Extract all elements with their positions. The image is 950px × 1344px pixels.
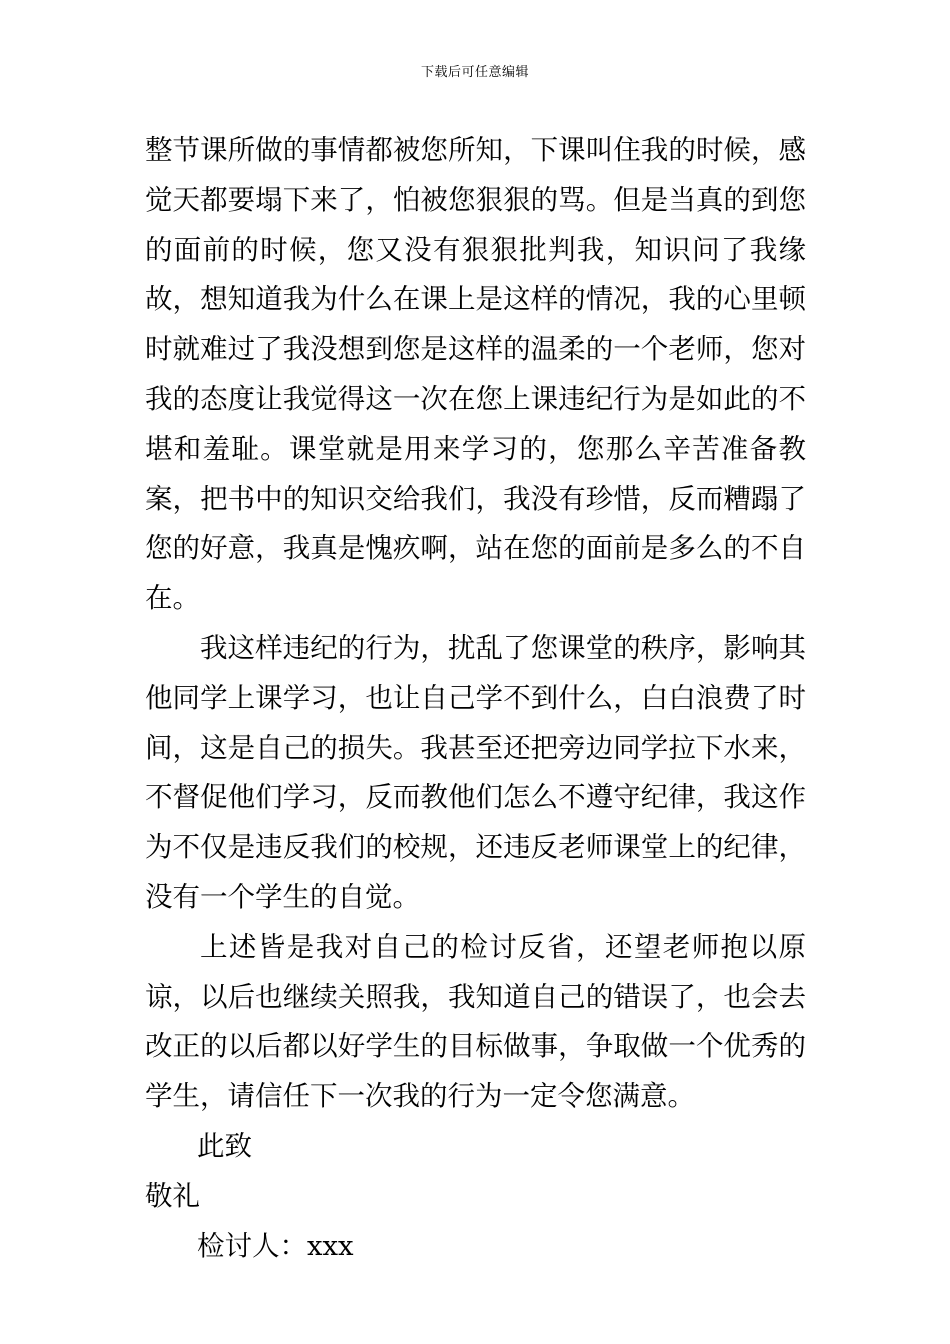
paragraph-2: 我这样违纪的行为，扰乱了您课堂的秩序，影响其他同学上课学习，也让自己学不到什么，白白浪费了时间，这是自己的损失。我甚至还把旁边同学拉下水来，不督促他们学习，反而教他们怎么不遵守纪律，我这作为不仅是违反我们的校规，还违反老师课堂上的纪律，没有一个学生的自觉。: [145, 631, 806, 913]
paragraph-1: 整节课所做的事情都被您所知，下课叫住我的时候，感觉天都要塌下来了，怕被您狠狠的骂。但是当真的到您的面前的时候，您又没有狠狠批判我，知识问了我缘故，想知道我为什么在课上是这样的情况，我的心里顿时就难过了我没想到您是这样的温柔的一个老师，您对我的态度让我觉得这一次在您上课违纪行为是如此的不堪和羞耻。课堂就是用来学习的，您那么辛苦准备教案，把书中的知识交给我们，我没有珍惜，反而糟蹋了您的好意，我真是愧疚啊，站在您的面前是多么的不自在。: [145, 134, 806, 615]
salutation: 敬礼: [145, 1179, 200, 1212]
paragraph-3: 上述皆是我对自己的检讨反省，还望老师抱以原谅，以后也继续关照我，我知道自己的错误了，也会去改正的以后都以好学生的目标做事，争取做一个优秀的学生，请信任下一次我的行为一定令您满意。: [145, 930, 806, 1113]
signature-line: 检讨人：xxx: [197, 1229, 354, 1262]
page-header-note: 下载后可任意编辑: [420, 65, 529, 80]
letter-body: [145, 126, 806, 1271]
closing-phrase: 此致: [197, 1129, 252, 1162]
